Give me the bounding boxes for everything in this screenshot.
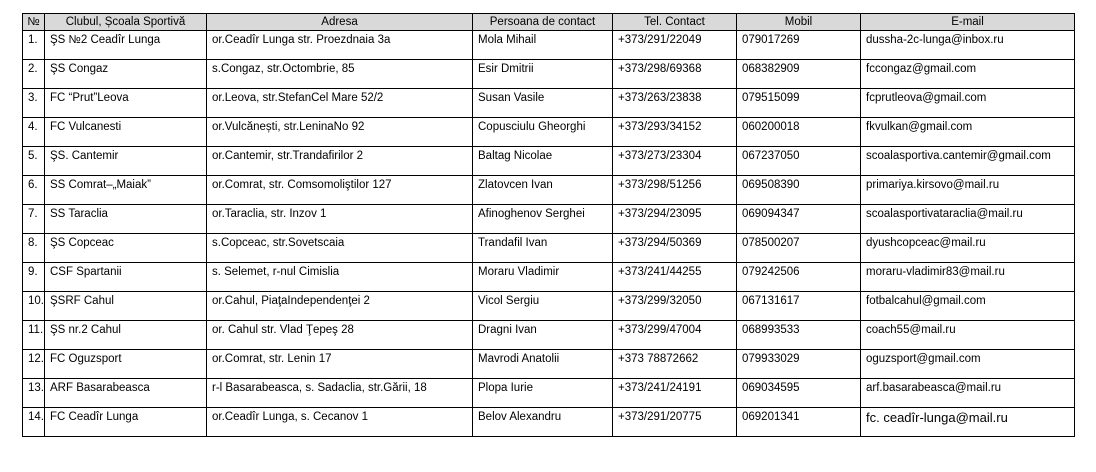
email-cell: oguzsport@gmail.com bbox=[861, 350, 1075, 379]
contacts-table bbox=[22, 13, 1075, 437]
contacts-table-container bbox=[22, 13, 1075, 437]
club-name-cell: CSF Spartanii bbox=[45, 263, 207, 292]
phone-cell: +373/294/23095 bbox=[613, 205, 737, 234]
header-email: E-mail bbox=[861, 14, 1075, 31]
club-name-cell: FC Vulcanesti bbox=[45, 118, 207, 147]
club-name-cell: ŞSRF Cahul bbox=[45, 292, 207, 321]
club-name-cell: ARF Basarabeasca bbox=[45, 379, 207, 408]
header-phone: Tel. Contact bbox=[613, 14, 737, 31]
address-cell: r-l Basarabeasca, s. Sadaclia, str.Gării, 18 bbox=[207, 379, 473, 408]
mobile-cell: 079933029 bbox=[737, 350, 861, 379]
mobile-cell: 069508390 bbox=[737, 176, 861, 205]
address-cell: or.Cantemir, str.Trandafirilor 2 bbox=[207, 147, 473, 176]
contact-person-cell: Moraru Vladimir bbox=[473, 263, 613, 292]
mobile-cell: 079242506 bbox=[737, 263, 861, 292]
address-cell: s.Copceac, str.Sovetscaia bbox=[207, 234, 473, 263]
club-name-cell: ŞS №2 Ceadîr Lunga bbox=[45, 31, 207, 60]
club-name-cell: FC Ceadîr Lunga bbox=[45, 408, 207, 437]
row-number-cell: 2. bbox=[23, 60, 45, 89]
email-cell: fccongaz@gmail.com bbox=[861, 60, 1075, 89]
email-cell: fc. ceadîr-lunga@mail.ru bbox=[861, 408, 1075, 437]
row-number-cell: 13. bbox=[23, 379, 45, 408]
header-address: Adresa bbox=[207, 14, 473, 31]
row-number-cell: 1. bbox=[23, 31, 45, 60]
phone-cell: +373/241/24191 bbox=[613, 379, 737, 408]
address-cell: s.Congaz, str.Octombrie, 85 bbox=[207, 60, 473, 89]
contact-person-cell: Trandafil Ivan bbox=[473, 234, 613, 263]
phone-cell: +373/293/34152 bbox=[613, 118, 737, 147]
email-cell: coach55@mail.ru bbox=[861, 321, 1075, 350]
address-cell: or.Ceadîr Lunga str. Proezdnaia 3a bbox=[207, 31, 473, 60]
email-cell: dyushcopceac@mail.ru bbox=[861, 234, 1075, 263]
table-row bbox=[23, 89, 1075, 118]
row-number-cell: 8. bbox=[23, 234, 45, 263]
address-cell: or.Cahul, PiaţaIndependenţei 2 bbox=[207, 292, 473, 321]
row-number-cell: 14. bbox=[23, 408, 45, 437]
contact-person-cell: Copusciulu Gheorghi bbox=[473, 118, 613, 147]
club-name-cell: SS Comrat–„Maiak” bbox=[45, 176, 207, 205]
mobile-cell: 067237050 bbox=[737, 147, 861, 176]
header-club: Clubul, Școala Sportivă bbox=[45, 14, 207, 31]
email-cell: dussha-2c-lunga@inbox.ru bbox=[861, 31, 1075, 60]
row-number-cell: 5. bbox=[23, 147, 45, 176]
phone-cell: +373/298/69368 bbox=[613, 60, 737, 89]
contact-person-cell: Plopa Iurie bbox=[473, 379, 613, 408]
phone-cell: +373/291/20775 bbox=[613, 408, 737, 437]
contact-person-cell: Mavrodi Anatolii bbox=[473, 350, 613, 379]
mobile-cell: 078500207 bbox=[737, 234, 861, 263]
address-cell: or. Cahul str. Vlad Ţepeş 28 bbox=[207, 321, 473, 350]
table-row bbox=[23, 60, 1075, 89]
phone-cell: +373 78872662 bbox=[613, 350, 737, 379]
contact-person-cell: Belov Alexandru bbox=[473, 408, 613, 437]
phone-cell: +373/294/50369 bbox=[613, 234, 737, 263]
address-cell: or.Leova, str.StefanCel Mare 52/2 bbox=[207, 89, 473, 118]
row-number-cell: 4. bbox=[23, 118, 45, 147]
contact-person-cell: Afinoghenov Serghei bbox=[473, 205, 613, 234]
phone-cell: +373/263/23838 bbox=[613, 89, 737, 118]
club-name-cell: FC “Prut”Leova bbox=[45, 89, 207, 118]
club-name-cell: ŞS. Cantemir bbox=[45, 147, 207, 176]
row-number-cell: 6. bbox=[23, 176, 45, 205]
club-name-cell: ŞS Congaz bbox=[45, 60, 207, 89]
address-cell: or.Taraclia, str. Inzov 1 bbox=[207, 205, 473, 234]
email-cell: fotbalcahul@gmail.com bbox=[861, 292, 1075, 321]
table-row bbox=[23, 263, 1075, 292]
table-row bbox=[23, 292, 1075, 321]
table-header-row bbox=[23, 14, 1075, 31]
table-row bbox=[23, 205, 1075, 234]
header-mobile: Mobil bbox=[737, 14, 861, 31]
contact-person-cell: Vicol Sergiu bbox=[473, 292, 613, 321]
mobile-cell: 079515099 bbox=[737, 89, 861, 118]
table-row bbox=[23, 321, 1075, 350]
mobile-cell: 067131617 bbox=[737, 292, 861, 321]
mobile-cell: 069201341 bbox=[737, 408, 861, 437]
phone-cell: +373/291/22049 bbox=[613, 31, 737, 60]
row-number-cell: 12. bbox=[23, 350, 45, 379]
mobile-cell: 069034595 bbox=[737, 379, 861, 408]
table-row bbox=[23, 350, 1075, 379]
address-cell: s. Selemet, r-nul Cimislia bbox=[207, 263, 473, 292]
address-cell: or.Comrat, str. Lenin 17 bbox=[207, 350, 473, 379]
email-cell: moraru-vladimir83@mail.ru bbox=[861, 263, 1075, 292]
phone-cell: +373/298/51256 bbox=[613, 176, 737, 205]
email-cell: primariya.kirsovo@mail.ru bbox=[861, 176, 1075, 205]
contact-person-cell: Dragni Ivan bbox=[473, 321, 613, 350]
address-cell: or.Ceadîr Lunga, s. Cecanov 1 bbox=[207, 408, 473, 437]
mobile-cell: 060200018 bbox=[737, 118, 861, 147]
table-row bbox=[23, 234, 1075, 263]
table-body bbox=[23, 31, 1075, 437]
phone-cell: +373/299/32050 bbox=[613, 292, 737, 321]
row-number-cell: 9. bbox=[23, 263, 45, 292]
contact-person-cell: Mola Mihail bbox=[473, 31, 613, 60]
header-contact-person: Persoana de contact bbox=[473, 14, 613, 31]
contact-person-cell: Zlatovcen Ivan bbox=[473, 176, 613, 205]
contact-person-cell: Baltag Nicolae bbox=[473, 147, 613, 176]
table-row bbox=[23, 408, 1075, 437]
row-number-cell: 11. bbox=[23, 321, 45, 350]
email-cell: fcprutleova@gmail.com bbox=[861, 89, 1075, 118]
table-row bbox=[23, 118, 1075, 147]
email-cell: scoalasportiva.cantemir@gmail.com bbox=[861, 147, 1075, 176]
club-name-cell: ŞS Copceac bbox=[45, 234, 207, 263]
address-cell: or.Comrat, str. Comsomoliştilor 127 bbox=[207, 176, 473, 205]
email-cell: arf.basarabeasca@mail.ru bbox=[861, 379, 1075, 408]
mobile-cell: 068382909 bbox=[737, 60, 861, 89]
club-name-cell: FC Oguzsport bbox=[45, 350, 207, 379]
row-number-cell: 10. bbox=[23, 292, 45, 321]
contact-person-cell: Esir Dmitrii bbox=[473, 60, 613, 89]
club-name-cell: ŞS nr.2 Cahul bbox=[45, 321, 207, 350]
table-row bbox=[23, 147, 1075, 176]
email-cell: fkvulkan@gmail.com bbox=[861, 118, 1075, 147]
table-row bbox=[23, 176, 1075, 205]
email-cell: scoalasportivataraclia@mail.ru bbox=[861, 205, 1075, 234]
phone-cell: +373/241/44255 bbox=[613, 263, 737, 292]
address-cell: or.Vulcănești, str.LeninaNo 92 bbox=[207, 118, 473, 147]
mobile-cell: 069094347 bbox=[737, 205, 861, 234]
club-name-cell: SS Taraclia bbox=[45, 205, 207, 234]
header-number: № bbox=[23, 14, 45, 31]
table-row bbox=[23, 379, 1075, 408]
phone-cell: +373/299/47004 bbox=[613, 321, 737, 350]
contact-person-cell: Susan Vasile bbox=[473, 89, 613, 118]
mobile-cell: 079017269 bbox=[737, 31, 861, 60]
row-number-cell: 3. bbox=[23, 89, 45, 118]
table-row bbox=[23, 31, 1075, 60]
mobile-cell: 068993533 bbox=[737, 321, 861, 350]
phone-cell: +373/273/23304 bbox=[613, 147, 737, 176]
row-number-cell: 7. bbox=[23, 205, 45, 234]
